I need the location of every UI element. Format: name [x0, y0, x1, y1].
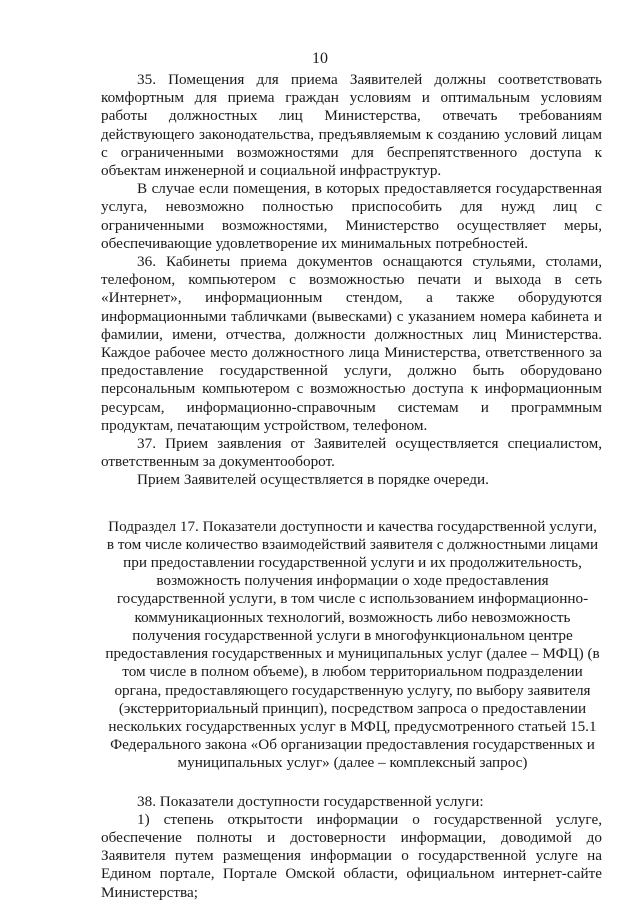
paragraph-38-item-1: 1) степень открытости информации о государственной услуге, обеспечение полноты и достоверности информации, доводимой до Заявителя путем размещения информации о государственной услуге на Едином портале, Портале Омской области, официальном интернет-сайте Министерства;	[101, 810, 602, 901]
document-body	[101, 71, 602, 902]
page-number: 10	[312, 50, 328, 67]
paragraph-36: 36. Кабинеты приема документов оснащаются стульями, столами, телефоном, компьютером с возможностью печати и выхода в сеть «Интернет», информационным стендом, а также оборудуются информационными табличками (вывесками) с указанием номера кабинета и фамилии, имени, отчества, должности должностных лиц Министерства. Каждое рабочее место должностного лица Министерства, ответственного за предоставление государственной услуги, должно быть оборудовано персональным компьютером с возможностью доступа к информационным ресурсам, информационно-справочным системам и программным продуктам, печатающим устройством, телефоном.	[101, 253, 602, 434]
paragraph-35-cont: В случае если помещения, в которых предоставляется государственная услуга, невозможно полностью приспособить для нужд лиц с ограниченными возможностями, Министерство осуществляет меры, обеспечивающие удовлетворение их минимальных потребностей.	[101, 180, 602, 252]
subsection-17-heading: Подраздел 17. Показатели доступности и качества государственной услуги, в том числе количество взаимодействий заявителя с должностными лицами при предоставлении государственной услуги и их продолжительность, возможность получения информации о ходе предоставления государственной услуги, в том числе с использованием информационно-коммуникационных технологий, возможность либо невозможность получения государственной услуги в многофункциональном центре предоставления государственных и муниципальных услуг (далее – МФЦ) (в том числе в полном объеме), в любом территориальном подразделении органа, предоставляющего государственную услугу, по выбору заявителя (экстерриториальный принцип), посредством запроса о предоставлении нескольких государственных услуг в МФЦ, предусмотренного статьей 15.1 Федерального закона «Об организации предоставления государственных и муниципальных услуг» (далее – комплексный запрос)	[105, 517, 600, 772]
paragraph-38: 38. Показатели доступности государственной услуги:	[137, 792, 484, 810]
paragraph-35: 35. Помещения для приема Заявителей должны соответствовать комфортным для приема граждан условиям и оптимальным условиям работы должностных лиц Министерства, отвечать требованиям действующего законодательства, предъявляемым к созданию условий лицам с ограниченными возможностями для беспрепятственного доступа к объектам инженерной и социальной инфраструктур.	[101, 71, 602, 180]
paragraph-37: 37. Прием заявления от Заявителей осуществляется специалистом, ответственным за документооборот.	[101, 435, 602, 471]
paragraph-37-cont: Прием Заявителей осуществляется в порядке очереди.	[137, 471, 489, 489]
